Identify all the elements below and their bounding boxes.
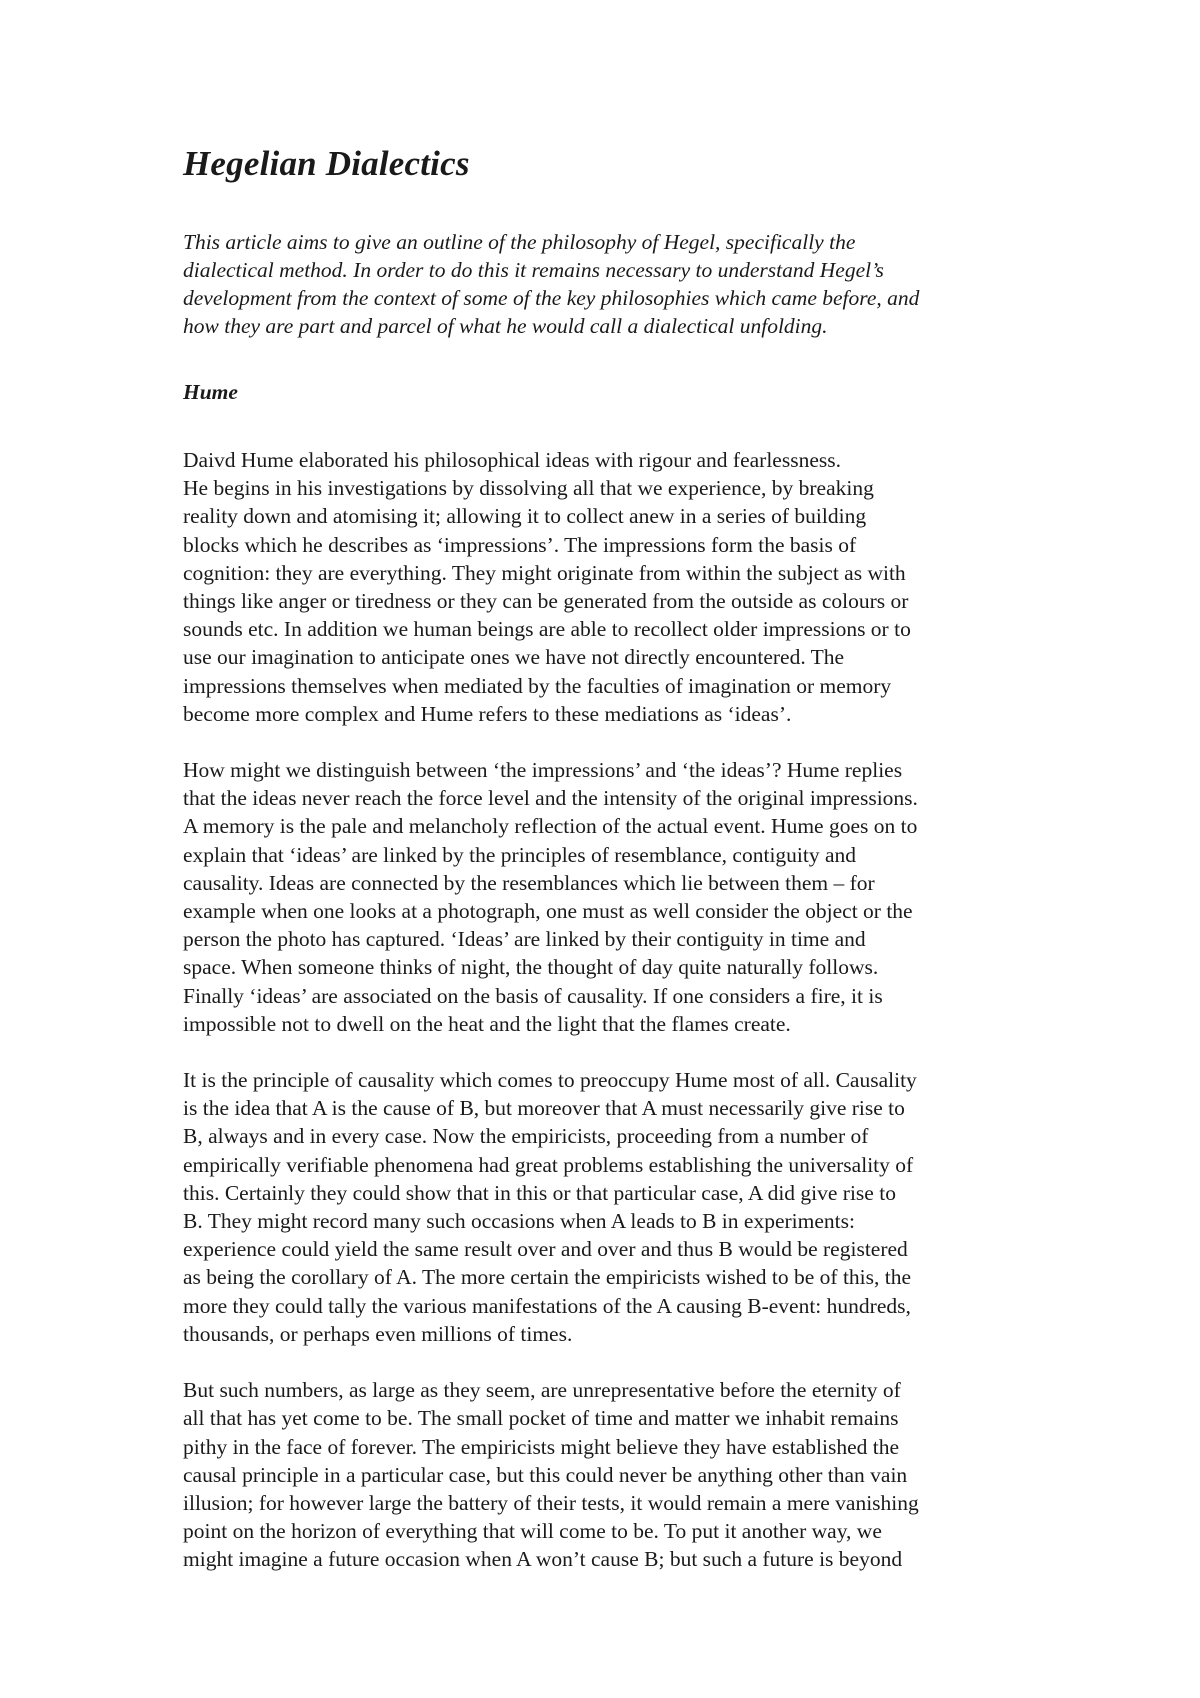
document-page: [183, 140, 1023, 1574]
paragraph-line: blocks which he describes as ‘impressions’. The impressions form the basis of: [183, 532, 857, 557]
paragraph-line: A memory is the pale and melancholy reflection of the actual event. Hume goes on to: [183, 814, 918, 839]
paragraph-line: pithy in the face of forever. The empiricists might believe they have established the: [183, 1434, 900, 1459]
paragraph-line: become more complex and Hume refers to these mediations as ‘ideas’.: [183, 701, 792, 726]
paragraph-line: B. They might record many such occasions when A leads to B in experiments:: [183, 1209, 855, 1234]
paragraph-line: causality. Ideas are connected by the resemblances which lie between them – for: [183, 870, 875, 895]
paragraph-line: Daivd Hume elaborated his philosophical ideas with rigour and fearlessness.: [183, 448, 841, 472]
paragraph-line: that the ideas never reach the force level and the intensity of the original impressions.: [183, 786, 918, 811]
paragraph-line: as being the corollary of A. The more certain the empiricists wished to be of this, the: [183, 1265, 912, 1290]
paragraph-2: [183, 756, 1023, 1038]
paragraph-line: Finally ‘ideas’ are associated on the basis of causality. If one considers a fire, it is: [183, 983, 883, 1008]
abstract-line: dialectical method. In order to do this it remains necessary to understand Hegel’s: [183, 258, 884, 282]
document-title: Hegelian Dialectics: [183, 144, 470, 183]
paragraph-line: reality down and atomising it; allowing it to collect anew in a series of building: [183, 504, 867, 529]
paragraph-line: point on the horizon of everything that will come to be. To put it another way, we: [183, 1519, 882, 1544]
paragraph-line: sounds etc. In addition we human beings are able to recollect older impressions or to: [183, 617, 911, 642]
paragraph-line: things like anger or tiredness or they can be generated from the outside as colours or: [183, 589, 909, 614]
abstract-line: how they are part and parcel of what he would call a dialectical unfolding.: [183, 314, 828, 338]
paragraph-line: example when one looks at a photograph, one must as well consider the object or the: [183, 899, 913, 924]
paragraph-line: explain that ‘ideas’ are linked by the principles of resemblance, contiguity and: [183, 842, 857, 867]
abstract-line: This article aims to give an outline of the philosophy of Hegel, specifically the: [183, 230, 856, 254]
paragraph-line: experience could yield the same result over and over and thus B would be registered: [183, 1237, 908, 1262]
paragraph-line: more they could tally the various manifestations of the A causing B-event: hundreds,: [183, 1293, 911, 1318]
paragraph-line: But such numbers, as large as they seem, are unrepresentative before the eternity of: [183, 1378, 901, 1403]
paragraph-line: is the idea that A is the cause of B, but moreover that A must necessarily give rise to: [183, 1096, 905, 1121]
paragraph-1: [183, 446, 1023, 728]
paragraph-line: illusion; for however large the battery of their tests, it would remain a mere vanishing: [183, 1490, 919, 1515]
paragraph-line: How might we distinguish between ‘the impressions’ and ‘the ideas’? Hume replies: [183, 758, 903, 783]
abstract-line: development from the context of some of the key philosophies which came before, and: [183, 286, 920, 310]
paragraph-line: person the photo has captured. ‘Ideas’ are linked by their contiguity in time and: [183, 927, 866, 952]
paragraph-line: It is the principle of causality which comes to preoccupy Hume most of all. Causality: [183, 1068, 917, 1093]
paragraph-line: this. Certainly they could show that in this or that particular case, A did give rise to: [183, 1180, 896, 1205]
paragraph-line: use our imagination to anticipate ones we have not directly encountered. The: [183, 645, 845, 670]
paragraph-line: space. When someone thinks of night, the thought of day quite naturally follows.: [183, 955, 879, 980]
paragraph-line: empirically verifiable phenomena had great problems establishing the universality of: [183, 1152, 914, 1177]
paragraph-line: cognition: they are everything. They might originate from within the subject as with: [183, 560, 906, 585]
paragraph-4: [183, 1376, 1023, 1573]
paragraph-line: impressions themselves when mediated by the faculties of imagination or memory: [183, 673, 892, 698]
paragraph-line: thousands, or perhaps even millions of times.: [183, 1321, 573, 1346]
paragraph-line: impossible not to dwell on the heat and the light that the flames create.: [183, 1011, 791, 1036]
paragraph-line: He begins in his investigations by dissolving all that we experience, by breaking: [183, 476, 874, 501]
paragraph-3: [183, 1066, 1023, 1348]
paragraph-line: might imagine a future occasion when A won’t cause B; but such a future is beyond: [183, 1547, 903, 1572]
paragraph-line: B, always and in every case. Now the empiricists, proceeding from a number of: [183, 1124, 869, 1149]
paragraph-line: all that has yet come to be. The small pocket of time and matter we inhabit remains: [183, 1406, 899, 1431]
section-heading-hume: Hume: [183, 380, 238, 404]
paragraph-line: causal principle in a particular case, but this could never be anything other than vain: [183, 1462, 908, 1487]
abstract: [183, 228, 1023, 340]
